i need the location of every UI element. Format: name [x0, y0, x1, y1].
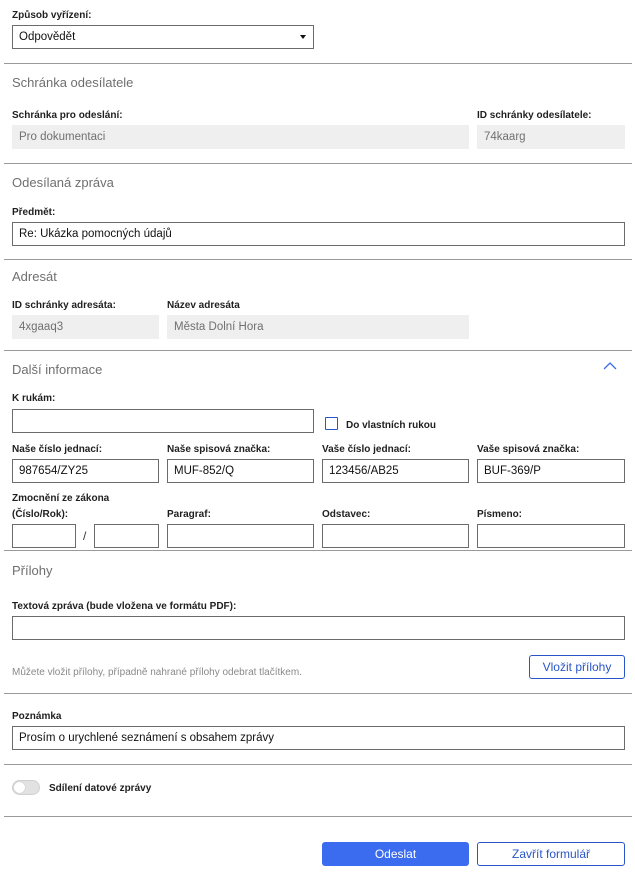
- paragraph-label: Paragraf:: [167, 509, 211, 520]
- letter-label: Písmeno:: [477, 509, 523, 520]
- divider: [4, 259, 632, 260]
- personal-delivery-checkbox[interactable]: [325, 417, 338, 430]
- law-label-sub: (Číslo/Rok):: [12, 509, 69, 520]
- attachments-hint: Můžete vložit přílohy, případně nahrané přílohy odebrat tlačítkem.: [12, 667, 302, 678]
- paragraph-input[interactable]: [167, 524, 314, 548]
- recipient-id-field: 4xgaaq3: [12, 315, 159, 339]
- send-button[interactable]: Odeslat: [322, 842, 469, 866]
- law-separator: /: [83, 529, 87, 543]
- law-number-input[interactable]: [12, 524, 76, 548]
- toggle-knob: [14, 782, 25, 793]
- our-ref-input[interactable]: 987654/ZY25: [12, 459, 159, 483]
- divider: [4, 764, 632, 765]
- personal-delivery-label: Do vlastních rukou: [346, 420, 437, 431]
- sender-id-label: ID schránky odesílatele:: [477, 110, 592, 121]
- divider: [4, 693, 632, 694]
- note-input[interactable]: Prosím o urychlené seznámení s obsahem zprávy: [12, 726, 625, 750]
- text-message-label: Textová zpráva (bude vložena ve formátu PDF):: [12, 601, 237, 612]
- send-box-label: Schránka pro odeslání:: [12, 110, 123, 121]
- law-year-input[interactable]: [94, 524, 159, 548]
- handling-label: Způsob vyřízení:: [12, 10, 92, 21]
- sender-box-title: Schránka odesílatele: [12, 75, 134, 90]
- recipient-name-field: Města Dolní Hora: [167, 315, 469, 339]
- sharing-label: Sdílení datové zprávy: [49, 783, 152, 794]
- recipient-id-label: ID schránky adresáta:: [12, 300, 116, 311]
- law-label: Zmocnění ze zákona: [12, 493, 110, 504]
- subsection-input[interactable]: [322, 524, 469, 548]
- sender-id-field: 74kaarg: [477, 125, 625, 149]
- handling-select-value: Odpovědět: [19, 31, 76, 43]
- divider: [4, 550, 632, 551]
- subject-input[interactable]: Re: Ukázka pomocných údajů: [12, 222, 625, 246]
- handling-select[interactable]: [12, 25, 314, 49]
- more-info-title: Další informace: [12, 362, 103, 377]
- note-label: Poznámka: [12, 711, 62, 722]
- divider: [4, 163, 632, 164]
- send-box-field: Pro dokumentaci: [12, 125, 469, 149]
- our-file-label: Naše spisová značka:: [167, 444, 271, 455]
- divider: [4, 816, 632, 817]
- chevron-up-icon[interactable]: [603, 361, 617, 370]
- caret-down-icon: [300, 35, 306, 39]
- subject-label: Předmět:: [12, 207, 56, 218]
- our-ref-label: Naše číslo jednací:: [12, 444, 103, 455]
- close-form-button[interactable]: Zavřít formulář: [477, 842, 625, 866]
- divider: [4, 63, 632, 64]
- recipient-title: Adresát: [12, 269, 57, 284]
- sharing-toggle[interactable]: [12, 780, 40, 795]
- your-ref-input[interactable]: 123456/AB25: [322, 459, 469, 483]
- divider: [4, 350, 632, 351]
- subsection-label: Odstavec:: [322, 509, 371, 520]
- recipient-name-label: Název adresáta: [167, 300, 240, 311]
- attention-label: K rukám:: [12, 393, 56, 404]
- your-file-input[interactable]: BUF-369/P: [477, 459, 625, 483]
- our-file-input[interactable]: MUF-852/Q: [167, 459, 314, 483]
- attention-input[interactable]: [12, 409, 314, 433]
- your-ref-label: Vaše číslo jednací:: [322, 444, 411, 455]
- text-message-input[interactable]: [12, 616, 625, 640]
- attachments-title: Přílohy: [12, 563, 53, 578]
- insert-attachments-button[interactable]: Vložit přílohy: [529, 655, 625, 679]
- letter-input[interactable]: [477, 524, 625, 548]
- message-title: Odesílaná zpráva: [12, 175, 114, 190]
- your-file-label: Vaše spisová značka:: [477, 444, 580, 455]
